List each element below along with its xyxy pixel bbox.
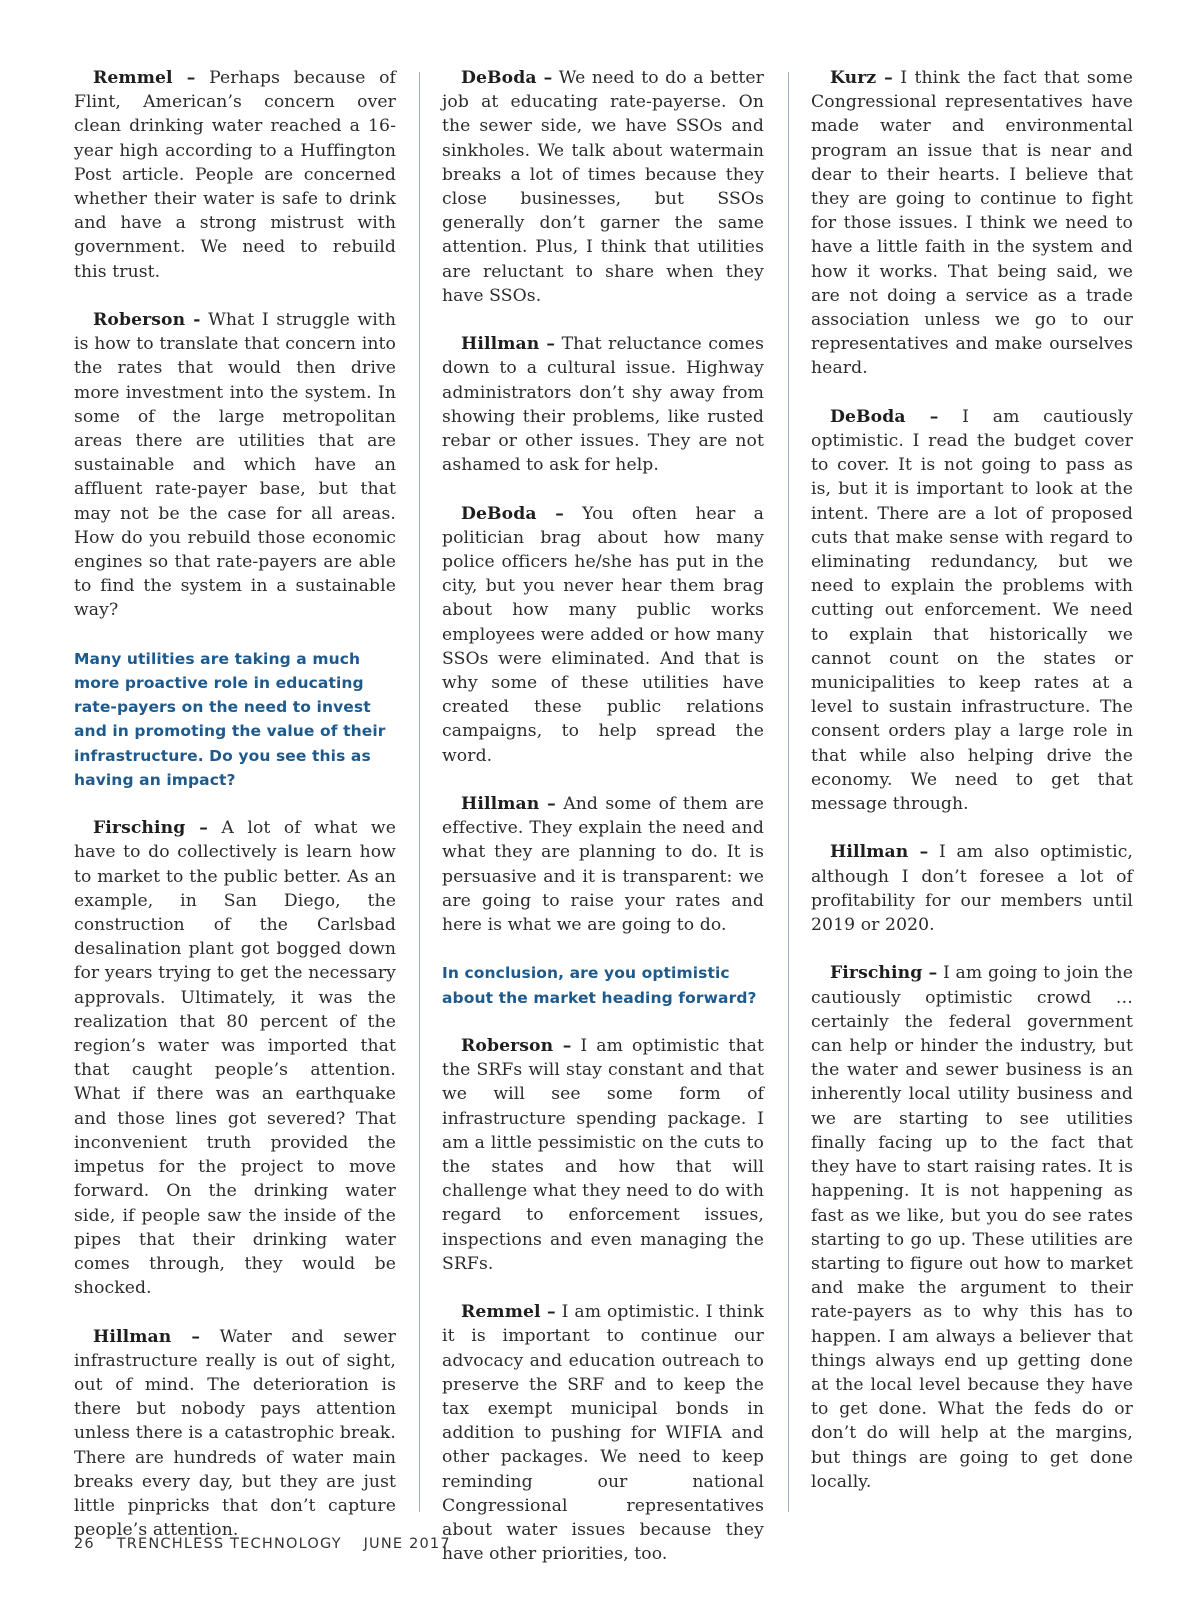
speaker-name: Hillman – <box>461 794 556 815</box>
speaker-name: Firsching – <box>830 963 938 984</box>
speaker-name: Roberson - <box>93 310 201 331</box>
interview-question: In conclusion, are you optimistic about the market heading forward? <box>442 964 757 1007</box>
column-3 <box>811 66 1133 1518</box>
interview-answer <box>811 961 1133 1493</box>
answer-text: A lot of what we have to do collectively is learn how to market to the public better. As an example, in San Diego, the construction of the Carlsbad desalination plant got bogged down for years trying to get the necessary approvals. Ultimately, it was the realization that 80 percent of the region’s water was imported that that caught people’s attention. What if there was an earthquake and those lines got severed? That inconvenient truth provided the impetus for the project to move forward. On the drinking water side, if people saw the inside of the pipes that their drinking water comes through, they would be shocked. <box>74 818 396 1299</box>
interview-answer <box>74 66 396 284</box>
interview-answer <box>74 816 396 1300</box>
answer-text: I am going to join the cautiously optimistic crowd … certainly the federal government can help or hinder the industry, but the water and sewer business is an inherently local utility business and we are starting to see utilities finally facing up to the fact that they have to start raising rates. It is happening. It is not happening as fast as we like, but you do see rates starting to go up. These utilities are starting to figure out how to market and make the argument to their rate-payers as to why this has to happen. I am always a believer that things always end up getting done at the local level because they have to get done. What the feds do or don’t do will help at the margins, but things are going to get done locally. <box>811 963 1133 1492</box>
speaker-name: Hillman – <box>461 334 556 355</box>
issue-date: JUNE 2017 <box>363 1536 451 1552</box>
answer-text: I am also optimistic, although I don’t foresee a lot of profitability for our members until 2019 or 2020. <box>811 842 1133 936</box>
interview-answer <box>442 502 764 768</box>
page-number: 26 <box>74 1536 95 1552</box>
speaker-name: Remmel – <box>93 68 196 88</box>
speaker-name: DeBoda – <box>830 406 939 427</box>
answer-text: I think the fact that some Congressional representatives have made water and environmental program an issue that is near and dear to their hearts. I believe that they are going to continue to fight for those issues. I think we need to have a little faith in the system and how it works. That being said, we are not doing a service as a trade association unless we go to our representatives and make ourselves heard. <box>811 68 1133 379</box>
speaker-name: Kurz – <box>830 68 893 88</box>
interview-answer <box>442 1034 764 1276</box>
speaker-name: Roberson – <box>461 1036 572 1057</box>
answer-text: And some of them are effective. They explain the need and what they are planning to do. It is persuasive and it is transparent: we are going to raise your rates and here is what we are going to do. <box>442 794 765 936</box>
interview-answer <box>74 1325 396 1543</box>
interview-answer <box>442 66 764 308</box>
answer-text: You often hear a politician brag about how many police officers he/she has put in the city, but you never hear them brag about how many public works employees were added or how many SSOs were eliminated. And that is why some of these utilities have created these public relations campaigns, to help spread the word. <box>442 503 764 766</box>
speaker-name: DeBoda – <box>461 503 564 524</box>
publication-name: TRENCHLESS TECHNOLOGY <box>116 1536 342 1552</box>
answer-text: Water and sewer infrastructure really is out of sight, out of mind. The deterioration is there but nobody pays attention unless there is a catastrophic break. There are hundreds of water main breaks every day, but they are just little pinpricks that don’t capture people’s attention. <box>74 1326 396 1541</box>
column-2 <box>442 66 764 1591</box>
speaker-name: Hillman – <box>830 842 929 863</box>
column-divider <box>419 72 420 1512</box>
page-footer <box>74 1536 467 1552</box>
speaker-name: DeBoda – <box>461 68 553 88</box>
interview-answer <box>811 840 1133 937</box>
interview-answer <box>442 332 764 477</box>
answer-text: I am optimistic. I think it is important to continue our advocacy and education outreach to preserve the SRF and to keep the tax exempt municipal bonds in addition to pushing for WIFIA and other packages. We need to keep reminding our national Congressional representatives about water issues because they have other priorities, too. <box>442 1302 764 1565</box>
answer-text: We need to do a better job at educating rate-payerse. On the sewer side, we have SSOs and sinkholes. We talk about watermain breaks a lot of times because they close businesses, but SSOs generally don’t garner the same attention. Plus, I think that utilities are reluctant to share when they have SSOs. <box>442 68 764 306</box>
column-1 <box>74 66 396 1567</box>
answer-text: I am optimistic that the SRFs will stay constant and that we will see some form of infrastructure spending package. I am a little pessimistic on the cuts to the states and how that will challenge what they need to do with regard to enforcement issues, inspections and even managing the SRFs. <box>442 1036 764 1274</box>
answer-text: What I struggle with is how to translate that concern into the rates that would then drive more investment into the system. In some of the large metropolitan areas there are utilities that are sustainable and which have an affluent rate-payer base, but that may not be the case for all areas. How do you rebuild those economic engines so that rate-payers are able to find the system in a sustainable way? <box>74 310 396 621</box>
speaker-name: Firsching – <box>93 818 208 839</box>
answer-text: That reluctance comes down to a cultural issue. Highway administrators don’t shy away from showing their problems, like rusted rebar or other issues. They are not ashamed to ask for help. <box>442 334 764 476</box>
column-divider <box>788 72 789 1512</box>
interview-question: Many utilities are taking a much more proactive role in educating rate-payers on the need to invest and in promoting the value of their infrastructure. Do you see this as having an impact? <box>74 649 386 789</box>
interview-answer <box>811 66 1133 381</box>
interview-answer <box>442 792 764 937</box>
answer-text: I am cautiously optimistic. I read the budget cover to cover. It is not going to pass as is, but it is important to look at the intent. There are a lot of proposed cuts that make sense with regard to eliminating redundancy, but we need to explain the problems with cutting out enforcement. We need to explain that historically we cannot count on the states or municipalities to keep rates at a level to sustain infrastructure. The consent orders play a large role in that while also helping drive the economy. We need to get that message through. <box>811 406 1133 815</box>
interview-answer <box>811 405 1133 816</box>
interview-answer <box>442 1300 764 1566</box>
answer-text: Perhaps because of Flint, American’s concern over clean drinking water reached a 16-year high according to a Huffington Post article. People are concerned whether their water is safe to drink and have a strong mistrust with government. We need to rebuild this trust. <box>74 68 396 282</box>
interview-answer <box>74 308 396 623</box>
speaker-name: Hillman – <box>93 1326 201 1347</box>
speaker-name: Remmel – <box>461 1302 556 1323</box>
